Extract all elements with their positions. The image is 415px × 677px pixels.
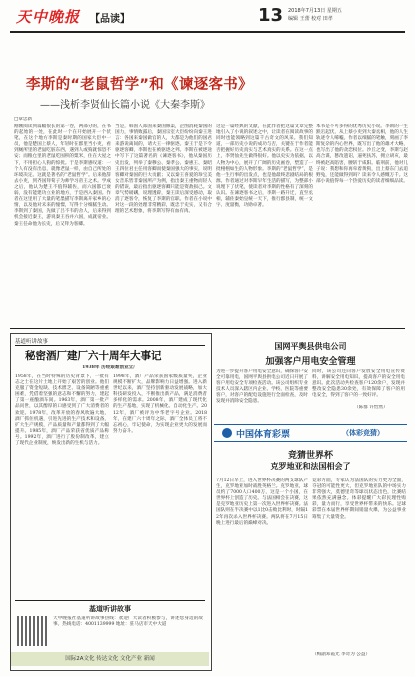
history-col1: 1958年，在当时特殊的历史背景下，一批有志之士在这片土地上开始了艰苦的创业。他们克服了资金短缺、技术匮乏、设备简陋等重重困难，凭借着坚强的意志和不懈的努力，建起了第一座酿酒车间。1963年，酒厂第一批产品问世，以其醇厚的口感受到了广大消费者的欢迎。1978年，改革开放的春风吹遍大地，酒厂抓住机遇，引进先进的生产技术和设备，扩大生产规模，产品质量和产量都得到了大幅提升。1985年，酒厂产品荣获省优质产品称号。1992年，酒厂进行了股份制改革，建立了现代企业制度，焕发出新的生机与活力。 [15,374,109,447]
lead-article-col4: 本书是不可多得的优秀历史小说。李斯的一生跌宕起伏，从上蔡小吏到大秦丞相，他的人生轨迹令人唏嘘。作者以细腻的笔触，刻画了李斯复杂的内心世界，既写出了他的雄才大略，也写出了他的贪恋权位。沙丘之变，李斯与赵高合谋，篡改遗诏，逼死扶苏，拥立胡亥，最终被赵高陷害，腰斩于咸阳。临刑前，他对儿子说：我想和你再牵着黄狗，出上蔡东门去追野兔，还能做得到吗？读来令人感慨万千。这部小说值得每一个热爱历史的读者细细品读。 [316,124,408,184]
lead-article-col2: 当是，韩国人郑国来秦国修渠，企图消耗秦国的国力，事情败露后，秦国宗室大臣纷纷向秦王进言：各国来秦国做官的人，大都是为他们的国君来游说离间的，请大王一律驱逐。秦王于是下令驱逐客卿，李斯也在被驱逐之列。李斯在被逐途中写下了这篇著名的《谏逐客书》，他从秦国历史出发，列举了秦穆公、秦孝公、秦惠王、秦昭王四位君主任用客卿而使秦国强大的事实，说明客卿对秦国的巨大贡献；又以秦王喜爱的珍宝美女音乐皆非秦国所产为例，指出秦王重物而轻人的错误，最后指出驱逐客卿只能是资敌损己。文章气势磅礴，说理透辟，秦王读后深受感动，取消了逐客令，恢复了李斯的官职。作者在小说中对这一段的处理非常精彩，既忠于史实，又有合理的艺术想象，将李斯写得有血有肉。 [115,124,212,215]
history-tag-rule [15,345,205,346]
lottery-col2: 竞彩方面，专家认为法国队的实力更为全面，夺冠的可能性更大，但克罗地亚队的中场实力非常强大，莫德里奇等球员状态出色，比赛结果依然充满悬念。体彩提醒广大彩民理性购彩，量力而行，享受世界杯带来的快乐。足球彩票在本届世界杯期间销量火爆，为公益事业筹集了大量资金。 [312,478,406,520]
lead-article-subtitle: ——浅析李贤仙长篇小说《大秦李斯》 [40,100,210,111]
history-article [10,333,212,671]
history-col2: 1998年，酒厂产品荣获国家级质量奖，企业规模不断扩大，品牌影响力日益增强。进入新世纪以来，酒厂坚持创新驱动发展战略，加大科技研发投入，不断推出新产品，满足消费者多样化的需求。2008年，酒厂建成了现代化的生产基地，实现了机械化、自动化生产。2012年，酒厂被评为中华老字号企业。2018年，在建厂六十周年之际，酒厂全体员工将不忘初心，牢记使命，为实现企业更大的发展而努力奋斗。 [113,374,207,434]
notice-col1: 为进一步提升客户用电安全意识，确保客户安全可靠用电，国网平舆县供电公司近日开展了客户用电安全专项检查活动。该公司组织专业技术人员深入辖区内企业、学校、医院等重要客户，对客户的配电设施进行全面检查，及时发现并消除安全隐患。 [216,369,308,405]
history-subheading: 1938年 历经艰难创业立厂 [82,365,138,370]
lottery-title: 竞猜世界杯 [287,451,333,461]
lottery-banner-tag: （体彩竞猜） [342,429,384,437]
masthead [0,0,415,36]
lead-article-col3: 这是一篇经典的文献，在此作者把这篇文章完整地引入了小说的叙述之中，让读者在阅读故事的同时也能领略到这篇千古奇文的风采。我们知道，一部历史小说的成功与否，关键在于作者能否把握好历史真实与艺术真实的关系。在这一点上，李贤仙先生做得很好。他以史实为依据，以人物为中心，展开了广阔的历史画卷，塑造了一批栩栩如生的人物形象。李斯的“老鼠哲学”，是他一生行事的出发点，也是他最终悲剧结局的根源。作者通过对李斯早年生活的描写，为整部小说埋下了伏笔，使读者对李斯的性格有了深刻的认识。在谏逐客书之后，李斯一路升迁，直至丞相，辅佐秦始皇统一天下，推行郡县制，统一文字、度量衡，功勋卓著。 [216,124,313,209]
newspaper-logo [14,6,82,24]
lead-article-title: 李斯的“老鼠哲学”和《谏逐客书》 [26,77,253,93]
lottery-byline: （梅副邓霞光 李奇为 公益） [312,652,371,657]
masthead-divider [10,31,405,33]
lottery-logo-icon [222,428,232,438]
lead-article-col1: 刚刚阅读到篇幅很长的第一卷，两部分的，在书的起始的一处，在此时一个在开始展开一个伏笔，在这个地方李斯是秦时期的国家大臣中一员，他是楚国上蔡人，年轻时在郡里当小吏，看到厕所里的老鼠吃脏东西，遇到人或狗就惊恐不安；而粮仓里的老鼠吃囤积的粟米，住在大屋之下，不用担心人狗的惊扰。于是李斯感叹道：一个人有没有出息，就像老鼠一样，由自己所处的环境决定。这就是著名的“老鼠哲学”。后来他辞去小吏，到齐国拜荀子为师学习帝王之术。学成之后，他认为楚王不值得辅佐，而六国都已衰弱，没有能建功立业的地方，于是西入秦国。作者在这里用了大量的笔墨描写李斯离开家乡的心情，以及他对未来的憧憬，写得十分细腻生动。李斯到了秦国，先做了吕不韦的舍人，后来得到机会接近秦王，游说秦王吞并六国，成就帝业。秦王任命他为长史，后又拜为客卿。 [14,124,111,227]
history-footer-qr-icon [17,616,47,646]
logo-text: 天中晚报 [16,8,81,26]
editor-credit: 编辑 王蕾 校对 田孝 [288,16,333,22]
history-title: 秘密酒厂建厂六十周年大事记 [25,350,162,362]
history-footer-bar: 国际2A文化 传达文化 文化产业 新闻 [11,652,209,666]
notice-byline: （陈群 许怡然） [354,405,388,410]
history-footer-tag: 基道听讲故事 [89,605,131,613]
lottery-col1: 7月12日早上，进入世界杯决赛的两支球队产生，克罗地亚加时战胜英格兰。克罗地亚，球员约了7000人口400万，这是一个小国，在世界杯上创造了历史。与法国相会在决赛，这是克罗地亚历史上第一次进入世界杯决赛。法国队则在半决赛中以1比0击败比利时，时隔12年再次杀入世界杯决赛。两队将在7月15日晚上进行最后的巅峰对决。 [216,478,308,526]
history-tag: 基道听讲故事 [15,339,49,345]
lottery-banner [214,424,407,442]
page-number: 13 [258,5,284,26]
lead-article-bottom-rule [10,328,405,329]
notice-title: 国网平舆县供电公司 [274,342,347,351]
notice-box [214,333,407,419]
history-footer-text: 天中晚报社基道听讲故事热线：欢迎广大读者积极参与，讲述您身边的故事。热线电话：4001139999 地址：驻马店市天中大道 [53,616,203,628]
issue-date: 2018年7月13日 星期五 [288,8,342,14]
section-label: 【品读】 [90,14,130,25]
lottery-subtitle: 克罗地亚和法国相会了 [270,462,351,471]
notice-subtitle: 加强客户用电安全管理 [265,357,356,367]
notice-col2: 同时，该公司还向客户发放安全用电宣传资料，讲解安全用电知识，提高客户的安全用电意识。此次活动共检查客户120余户，发现并整改安全隐患30余处，有效保障了客户的用电安全，得到了客户的一致好评。 [312,369,405,399]
history-footer-rule [15,600,205,601]
lottery-banner-title: 中国体育彩票 [236,430,291,440]
lead-article-byline: □覃忠新 [14,117,33,122]
